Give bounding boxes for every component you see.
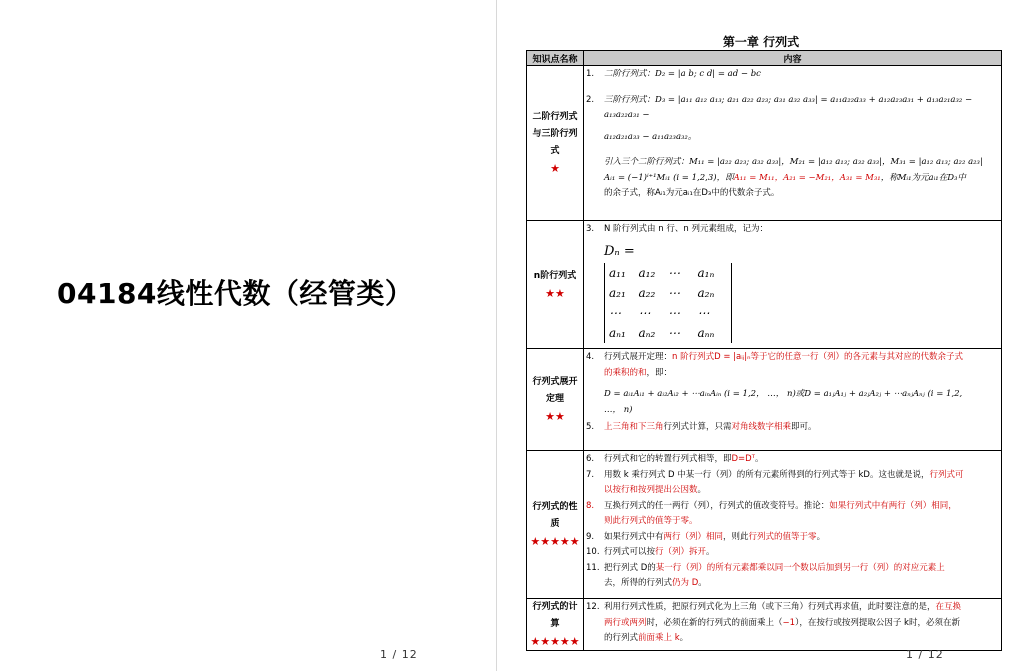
list-item: 6. 行列式和它的转置行列式相等，即D=Dᵀ。 [586, 454, 764, 464]
table-header-row [527, 51, 1002, 66]
topic-label: 二阶行列式与三阶行列式 [532, 112, 578, 156]
list-item: 3. N 阶行列式由 n 行、n 列元素组成，记为： [586, 224, 768, 234]
list-item: 7. 用数 k 乘行列式 D 中某一行（列）的所有元素所得到的行列式等于 kD。这也就是说，行列式可 以按行和按列提出公因数。 [586, 469, 964, 495]
topic-cell [527, 451, 584, 599]
importance-stars: ★★★★★ [530, 635, 580, 648]
formula: 三阶行列式：D₃ = |a₁₁ a₁₂ a₁₃; a₂₁ a₂₂ a₂₃; a₃₁ a₃₂ a₃₃| = a₁₁a₂₂a₃₃ + a₁₂a₂₃a₃₁ + a₁₃a₂₁a₃₂ − a₁₃a₂₂a₃₁ − [604, 94, 973, 120]
right-page [498, 0, 1016, 671]
page-number-right: 1 / 12 [906, 648, 944, 661]
matrix-row: a₂₁ a₂₂ ⋯ a₂ₙ [609, 286, 715, 300]
list-item: 11. 把行列式 D的某一行（列）的所有元素都乘以同一个数以后加到另一行（列）的对应元素上 去，所得的行列式仍为 D。 [586, 562, 945, 588]
list-item: 8. 互换行列式的任一两行（列），行列式的值改变符号。推论：如果行列式中有两行（列）相同， 则此行列式的值等于零。 [586, 500, 957, 526]
left-page [0, 0, 497, 671]
content-cell [584, 451, 1002, 599]
determinant-matrix [604, 263, 732, 343]
topic-label: 行列式的性质 [532, 502, 578, 529]
page-number-left: 1 / 12 [380, 648, 418, 661]
list-item: 5. 上三角和下三角行列式计算，只需对角线数字相乘即可。 [586, 422, 817, 432]
list-item: 9. 如果行列式中有两行（列）相同，则此行列式的值等于零。 [586, 531, 826, 542]
content-cell [584, 599, 1002, 651]
table-row [527, 451, 1002, 599]
table-row [527, 349, 1002, 451]
formula: 二阶行列式：D₂ = |a b; c d| = ad − bc [604, 69, 761, 79]
importance-stars: ★ [550, 162, 560, 175]
table-row [527, 66, 1002, 221]
topic-label: 行列式展开定理 [532, 377, 578, 404]
topic-cell [527, 599, 584, 651]
topic-cell [527, 66, 584, 221]
topic-label: 行列式的计算 [532, 602, 578, 629]
list-item: 10. 行列式可以按行（列）拆开。 [586, 547, 715, 557]
matrix-row: a₁₁ a₁₂ ⋯ a₁ₙ [609, 266, 715, 280]
importance-stars: ★★ [545, 286, 565, 300]
topic-label: n阶行列式 [533, 270, 577, 281]
importance-stars: ★★ [545, 410, 565, 423]
topic-cell [527, 349, 584, 451]
table-row [527, 599, 1002, 651]
cover-title: 04184线性代数（经管类） [57, 277, 414, 310]
formula: Aᵢ₁ = (−1)ⁱ⁺¹Mᵢ₁ (i = 1,2,3)，即A₁₁ = M₁₁，A₂₁ = −M₂₁，A₃₁ = M₃₁，称Mᵢ₁为元aᵢ₁在D₃中 [604, 172, 966, 183]
formula: 引入三个二阶行列式：M₁₁ = |a₂₂ a₂₃; a₃₂ a₃₃|，M₂₁ = |a₁₂ a₁₃; a₃₂ a₃₃|，M₃₁ = |a₁₂ a₁₃; a₂₂ a₂₃| [604, 157, 983, 167]
content-cell [584, 66, 1002, 221]
list-item: 1. 二阶行列式：D₂ = |a b; c d| = ad − bc [586, 67, 999, 83]
formula: a₁₂a₂₁a₃₃ − a₁₁a₂₃a₃₂。 [604, 131, 697, 142]
matrix-row: ⋯ ⋯ ⋯ ⋯ [609, 306, 710, 320]
table-row [527, 221, 1002, 349]
content-cell: 4. 行列式展开定理：n 阶行列式D = |aᵢⱼ|ₙ等于它的任意一行（列）的各元素与其对应的代数余子式 的乘积的和，即： D = aᵢ₁Aᵢ₁ + aᵢ₂Aᵢ₂ + ⋯aᵢₙAᵢₙ (i = 1,2， …， n)或D = a₁ⱼA₁ⱼ + a₂ⱼA₂ⱼ + ⋯aₙⱼAₙⱼ (i = 1,2, …， n) 5. 上三角和下三角行列式计算，只需对角线数字相乘即可。 [584, 349, 1002, 451]
topic-cell [527, 221, 584, 349]
text-line: 的余子式，称Aᵢ₁为元aᵢ₁在D₃中的代数余子式。 [604, 188, 780, 198]
list-item: 4. 行列式展开定理：n 阶行列式D = |aᵢⱼ|ₙ等于它的任意一行（列）的各元素与其对应的代数余子式 [586, 352, 964, 362]
header-topic: 知识点名称 [527, 51, 584, 66]
chapter-title: 第一章 行列式 [722, 35, 800, 49]
header-content: 内容 [584, 51, 1002, 66]
content-cell [584, 221, 1002, 349]
importance-stars: ★★★★★ [530, 535, 580, 548]
matrix-row: aₙ₁ aₙ₂ ⋯ aₙₙ [609, 326, 715, 340]
formula: …， n) [604, 404, 633, 415]
knowledge-table [526, 50, 1002, 651]
formula: D = aᵢ₁Aᵢ₁ + aᵢ₂Aᵢ₂ + ⋯aᵢₙAᵢₙ (i = 1,2， …， n)或D = a₁ⱼA₁ⱼ + a₂ⱼA₂ⱼ + ⋯aₙⱼAₙⱼ (i = 1,2, [604, 389, 963, 399]
list-item: 2. 三阶行列式：D₃ = |a₁₁ a₁₂ a₁₃; a₂₁ a₂₂ a₂₃; a₃₁ a₃₂ a₃₃| = a₁₁a₂₂a₃₃ + a₁₂a₂₃a₃₁ + a₁₃a₂₁a₃₂ − a₁₃a₂₂a₃₁ − [586, 93, 999, 124]
list-item: 12. 利用行列式性质，把原行列式化为上三角（或下三角）行列式再求值，此时要注意的是，在互换 两行或两列时，必须在新的行列式的前面乘上（−1），在按行或按列提取公因子 k时，必须在新 的行列式前面乘上 k。 [586, 602, 962, 643]
determinant-symbol: Dₙ = [604, 243, 635, 259]
